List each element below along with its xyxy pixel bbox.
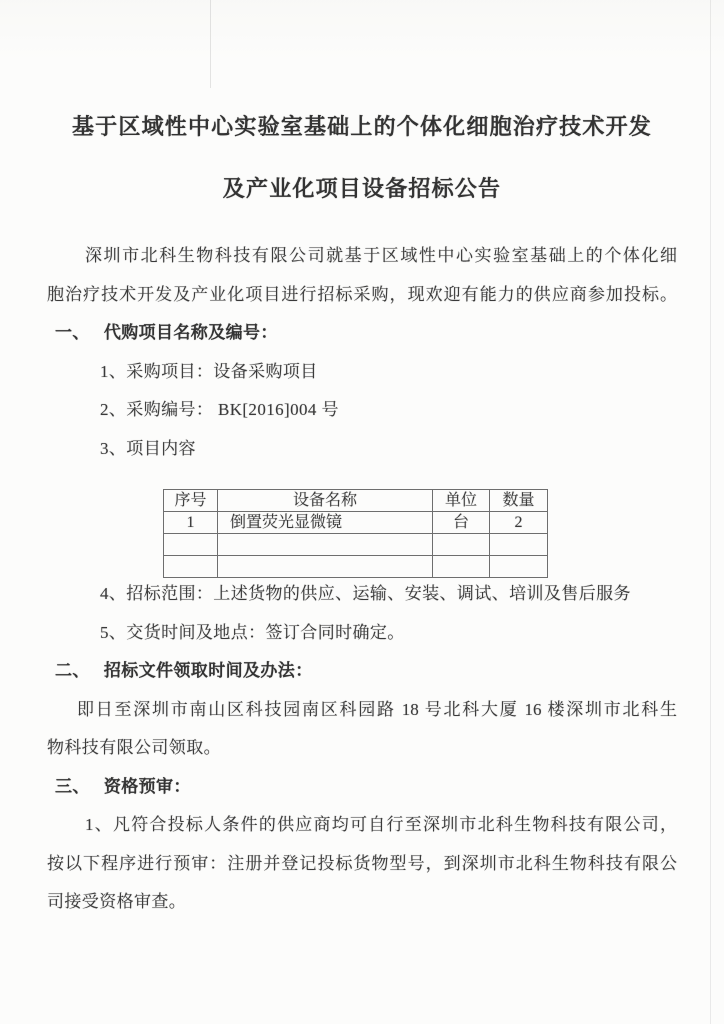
section-2-line-1: 即日至深圳市南山区科技园南区科园路 18 号北科大厦 16 楼深圳市北科生 bbox=[77, 699, 677, 719]
section-2-paragraph bbox=[47, 691, 677, 768]
cell-index bbox=[164, 534, 218, 556]
section-2-heading-text: 招标文件领取时间及办法： bbox=[103, 661, 313, 680]
intro-line-2: 胞治疗技术开发及产业化项目进行招标采购，现欢迎有能力的供应商参加投标。 bbox=[47, 284, 677, 304]
table-header-row bbox=[164, 490, 548, 512]
section-3-number: 三、 bbox=[55, 776, 90, 796]
scan-artifact-line bbox=[210, 0, 211, 88]
section-1-item-4: 4、招标范围：上述货物的供应、运输、安装、调试、培训及售后服务 bbox=[100, 584, 631, 603]
section-2-line-2: 物科技有限公司领取。 bbox=[47, 738, 221, 757]
section-3-line-2: 按以下程序进行预审：注册并登记投标货物型号，到深圳市北科生物科技有限公 bbox=[47, 853, 677, 873]
equipment-table-container bbox=[163, 489, 677, 578]
column-header-equipment-name: 设备名称 bbox=[218, 490, 433, 512]
section-1-item-2: 2、采购编号： BK[2016]004 号 bbox=[100, 400, 339, 419]
table-row bbox=[164, 512, 548, 534]
scan-edge-shadow bbox=[710, 0, 711, 1024]
cell-quantity bbox=[490, 534, 548, 556]
section-3-line-3: 司接受资格审查。 bbox=[47, 892, 187, 911]
cell-unit: 台 bbox=[433, 512, 490, 534]
column-header-quantity: 数量 bbox=[490, 490, 548, 512]
section-1-item-5: 5、交货时间及地点：签订合同时确定。 bbox=[100, 622, 405, 642]
table-row bbox=[164, 534, 548, 556]
section-3-paragraph bbox=[47, 806, 677, 922]
cell-equipment-name: 倒置荧光显微镜 bbox=[218, 512, 433, 534]
document-title-line-2: 及产业化项目设备招标公告 bbox=[222, 176, 502, 201]
column-header-index: 序号 bbox=[164, 490, 218, 512]
document-title-line-1: 基于区域性中心实验室基础上的个体化细胞治疗技术开发 bbox=[71, 114, 652, 139]
intro-paragraph bbox=[47, 237, 677, 314]
section-2-number: 二、 bbox=[55, 661, 90, 680]
section-1-heading-text: 代购项目名称及编号： bbox=[103, 323, 278, 342]
section-1-item-1: 1、采购项目：设备采购项目 bbox=[100, 361, 318, 381]
section-3-heading-text: 资格预审： bbox=[103, 776, 191, 796]
section-1-heading bbox=[47, 314, 677, 353]
section-1-item-3: 3、项目内容 bbox=[100, 438, 196, 458]
intro-line-1: 深圳市北科生物科技有限公司就基于区域性中心实验室基础上的个体化细 bbox=[85, 246, 677, 265]
cell-index: 1 bbox=[164, 512, 218, 534]
section-3-line-1: 1、凡符合投标人条件的供应商均可自行至深圳市北科生物科技有限公司， bbox=[85, 815, 677, 834]
equipment-table bbox=[163, 489, 548, 578]
section-1-number: 一、 bbox=[55, 323, 90, 342]
section-3-heading bbox=[47, 768, 677, 807]
cell-equipment-name bbox=[218, 534, 433, 556]
section-2-heading bbox=[47, 652, 677, 691]
cell-unit bbox=[433, 534, 490, 556]
cell-quantity: 2 bbox=[490, 512, 548, 534]
column-header-unit: 单位 bbox=[433, 490, 490, 512]
